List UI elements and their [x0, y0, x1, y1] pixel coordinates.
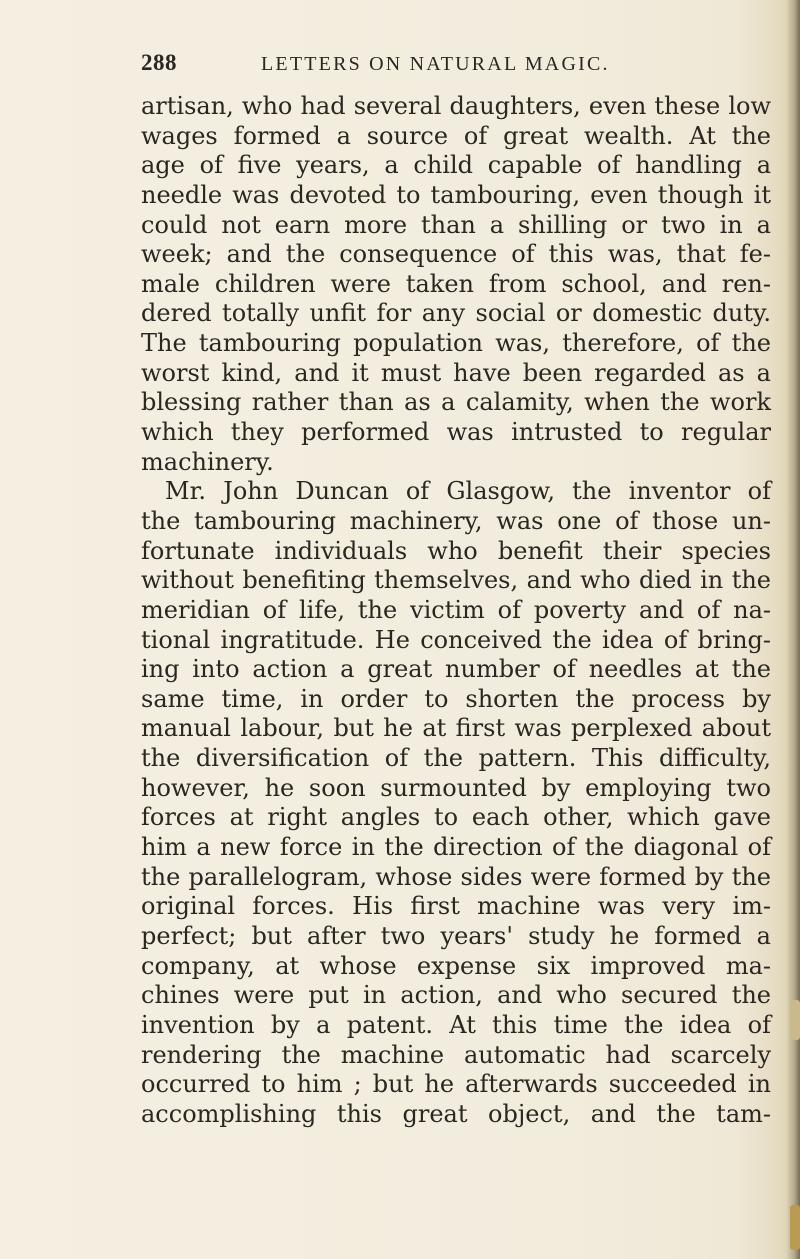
text-line: the diversification of the pattern. This difficulty, [141, 744, 771, 773]
text-line: blessing rather than as a calamity, when the work [141, 388, 771, 417]
text-line: could not earn more than a shilling or two in a [141, 210, 771, 239]
text-line: invention by a patent. At this time the idea of [141, 1010, 771, 1039]
page-edge-mark [790, 1000, 800, 1040]
text-line: machinery. [141, 447, 274, 476]
text-line: manual labour, but he at first was perplexed about [141, 714, 771, 743]
running-title: LETTERS ON NATURAL MAGIC. [261, 53, 610, 75]
text-line: him a new force in the direction of the diagonal of [141, 833, 771, 862]
text-line: rendering the machine automatic had scarcely [141, 1040, 771, 1069]
text-line: perfect; but after two years' study he formed a [141, 921, 771, 950]
text-line: tional ingratitude. He conceived the idea of bring- [141, 625, 771, 654]
paragraph-start-line: Mr. John Duncan of Glasgow, the inventor of [165, 477, 771, 506]
text-line: needle was devoted to tambouring, even though it [141, 180, 771, 209]
text-line: week; and the consequence of this was, that fe- [141, 240, 771, 269]
text-line: the tambouring machinery, was one of those un- [141, 506, 771, 535]
text-line: age of five years, a child capable of handling a [141, 151, 771, 180]
running-head [141, 50, 781, 80]
text-line: worst kind, and it must have been regarded as a [141, 358, 771, 387]
text-line: dered totally unfit for any social or domestic duty. [141, 299, 771, 328]
text-line: fortunate individuals who benefit their species [141, 536, 771, 565]
text-line: which they performed was intrusted to regular [141, 418, 771, 447]
text-line: male children were taken from school, and ren- [141, 269, 771, 298]
text-line: same time, in order to shorten the process by [141, 684, 771, 713]
text-line: without benefiting themselves, and who died in the [141, 566, 771, 595]
text-line: ing into action a great number of needles at the [141, 655, 771, 684]
text-line: meridian of life, the victim of poverty and of na- [141, 595, 771, 624]
text-line: artisan, who had several daughters, even these low [141, 92, 771, 120]
text-line: wages formed a source of great wealth. At the [141, 121, 771, 150]
text-line: however, he soon surmounted by employing two [141, 773, 771, 802]
page-number: 288 [141, 50, 177, 75]
text-line: company, at whose expense six improved ma- [141, 951, 771, 980]
text-line: occurred to him ; but he afterwards succeeded in [141, 1070, 771, 1099]
page-edge-shadow [786, 0, 800, 1259]
text-line: chines were put in action, and who secured the [141, 981, 771, 1010]
text-line: forces at right angles to each other, which gave [141, 803, 771, 832]
text-line: accomplishing this great object, and the tam- [141, 1099, 771, 1128]
text-line: original forces. His first machine was very im- [141, 892, 771, 921]
page-edge-mark [790, 1205, 800, 1250]
text-line: the parallelogram, whose sides were formed by the [141, 862, 771, 891]
body-text [141, 92, 771, 1129]
text-line: The tambouring population was, therefore, of the [141, 329, 771, 358]
